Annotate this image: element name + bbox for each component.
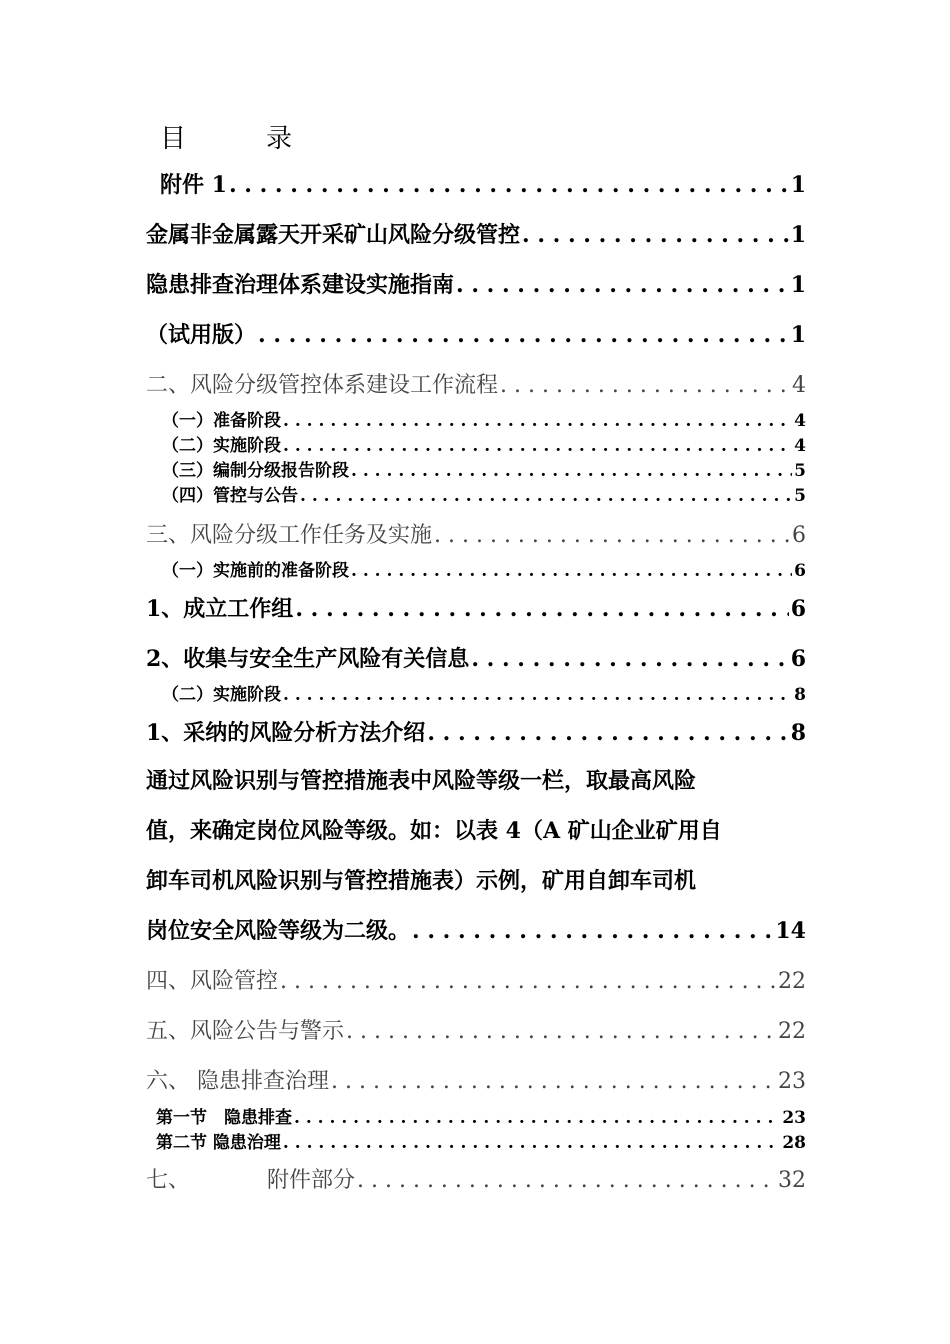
toc-entry[interactable] <box>162 406 806 431</box>
toc-entry-page: 22 <box>778 1019 806 1044</box>
toc-entry-page: 1 <box>790 272 806 298</box>
toc-entry-page: 28 <box>782 1133 806 1153</box>
toc-entry-page: 14 <box>775 918 806 944</box>
toc-entry[interactable] <box>146 642 806 673</box>
toc-entry-label: 四、风险管控 <box>146 969 279 994</box>
toc-leader-dots <box>357 1168 776 1193</box>
toc-entry-label: 岗位安全风险等级为二级。 <box>146 918 411 944</box>
toc-entry-label: 二、风险分级管控体系建设工作流程 <box>146 373 499 398</box>
toc-leader-dots <box>300 486 792 506</box>
toc-leader-dots <box>434 523 790 548</box>
toc-entry-label: 六、 隐患排查治理 <box>146 1069 329 1094</box>
toc-leader-dots <box>412 918 773 944</box>
toc-entry[interactable] <box>162 456 806 481</box>
toc-entry-page: 6 <box>790 646 806 672</box>
toc-entry-page: 23 <box>782 1108 806 1128</box>
toc-leader-dots <box>283 1133 780 1153</box>
toc-leader-dots <box>280 969 776 994</box>
toc-title-part2: 录 <box>266 124 293 154</box>
toc-entry-page: 1 <box>790 222 806 248</box>
toc-paragraph-line: 卸车司机风险识别与管控措施表）示例，矿用自卸车司机 <box>146 868 697 894</box>
toc-entry-label: 1、成立工作组 <box>146 596 294 622</box>
toc-paragraph-line: 值，来确定岗位风险等级。如：以表 4（A 矿山企业矿用自 <box>146 818 722 844</box>
toc-entry[interactable] <box>146 592 806 623</box>
toc-leader-dots <box>258 322 789 348</box>
toc-entry-label: 1、采纳的风险分析方法介绍 <box>146 720 426 746</box>
toc-leader-dots <box>229 172 789 198</box>
toc-entry-page: 6 <box>794 561 806 581</box>
toc-entry-page: 1 <box>790 322 806 348</box>
toc-entry-label: （试用版） <box>146 322 257 348</box>
toc-leader-dots <box>283 685 792 705</box>
toc-entry-label: 2、收集与安全生产风险有关信息 <box>146 646 470 672</box>
toc-entry[interactable] <box>156 1103 806 1128</box>
toc-entry-label: 隐患排查治理体系建设实施指南 <box>146 272 455 298</box>
toc-entry[interactable] <box>146 1014 806 1045</box>
toc-entry-label: 七、 附件部分 <box>146 1168 356 1193</box>
toc-leader-dots <box>522 222 789 248</box>
toc-entry[interactable] <box>146 964 806 995</box>
toc-entry-label: 金属非金属露天开采矿山风险分级管控 <box>146 222 521 248</box>
toc-leader-dots <box>295 596 788 622</box>
toc-entry-label: （三）编制分级报告阶段 <box>162 461 349 481</box>
toc-title <box>160 118 292 155</box>
toc-entry-page: 4 <box>794 411 806 431</box>
toc-entry[interactable] <box>160 168 806 199</box>
toc-entry[interactable] <box>146 1064 806 1095</box>
toc-entry-label: （二）实施阶段 <box>162 685 281 705</box>
toc-entry[interactable] <box>146 268 806 299</box>
toc-entry-page: 32 <box>778 1168 806 1193</box>
toc-entry-label: （二）实施阶段 <box>162 436 281 456</box>
toc-leader-dots <box>283 436 792 456</box>
toc-entry[interactable] <box>146 368 806 399</box>
toc-entry-page: 4 <box>792 373 806 398</box>
toc-leader-dots <box>456 272 789 298</box>
toc-entry-label: 三、风险分级工作任务及实施 <box>146 523 433 548</box>
toc-leader-dots <box>331 1069 776 1094</box>
toc-entry-label: （四）管控与公告 <box>162 486 298 506</box>
toc-entry-page: 8 <box>794 685 806 705</box>
toc-entry-label: （一）实施前的准备阶段 <box>162 561 349 581</box>
toc-entry-page: 1 <box>790 172 806 198</box>
toc-entry[interactable] <box>162 680 806 705</box>
toc-entry-page: 4 <box>794 436 806 456</box>
toc-paragraph <box>146 756 810 906</box>
toc-entry-label: 五、风险公告与警示 <box>146 1019 345 1044</box>
toc-entry-label: 第二节 隐患治理 <box>156 1133 281 1153</box>
toc-leader-dots <box>427 720 788 746</box>
toc-leader-dots <box>346 1019 776 1044</box>
toc-title-part1: 目 <box>160 124 187 154</box>
toc-paragraph-line: 通过风险识别与管控措施表中风险等级一栏，取最高风险 <box>146 768 697 794</box>
toc-entry[interactable] <box>146 318 806 349</box>
toc-entry-page: 6 <box>792 523 806 548</box>
toc-entry[interactable] <box>146 218 806 249</box>
toc-entry[interactable] <box>162 481 806 506</box>
toc-entry[interactable] <box>146 914 806 945</box>
toc-leader-dots <box>294 1108 780 1128</box>
toc-entry-page: 23 <box>778 1069 806 1094</box>
toc-entry-page: 8 <box>790 720 806 746</box>
toc-entry-label: 第一节 隐患排查 <box>156 1108 292 1128</box>
toc-entry-label: （一）准备阶段 <box>162 411 281 431</box>
toc-entry-page: 5 <box>794 461 806 481</box>
toc-leader-dots <box>500 373 790 398</box>
toc-entry[interactable] <box>146 716 806 747</box>
toc-entry-page: 6 <box>790 596 806 622</box>
toc-entry-page: 22 <box>778 969 806 994</box>
toc-entry-label: 附件 1 <box>160 172 227 198</box>
toc-leader-dots <box>283 411 792 431</box>
toc-leader-dots <box>351 461 792 481</box>
toc-entry[interactable] <box>146 518 806 549</box>
toc-entry[interactable] <box>156 1128 806 1153</box>
toc-leader-dots <box>351 561 792 581</box>
toc-entry[interactable] <box>146 1163 806 1194</box>
toc-entry[interactable] <box>162 556 806 581</box>
toc-leader-dots <box>471 646 788 672</box>
toc-entry[interactable] <box>162 431 806 456</box>
toc-entry-page: 5 <box>794 486 806 506</box>
